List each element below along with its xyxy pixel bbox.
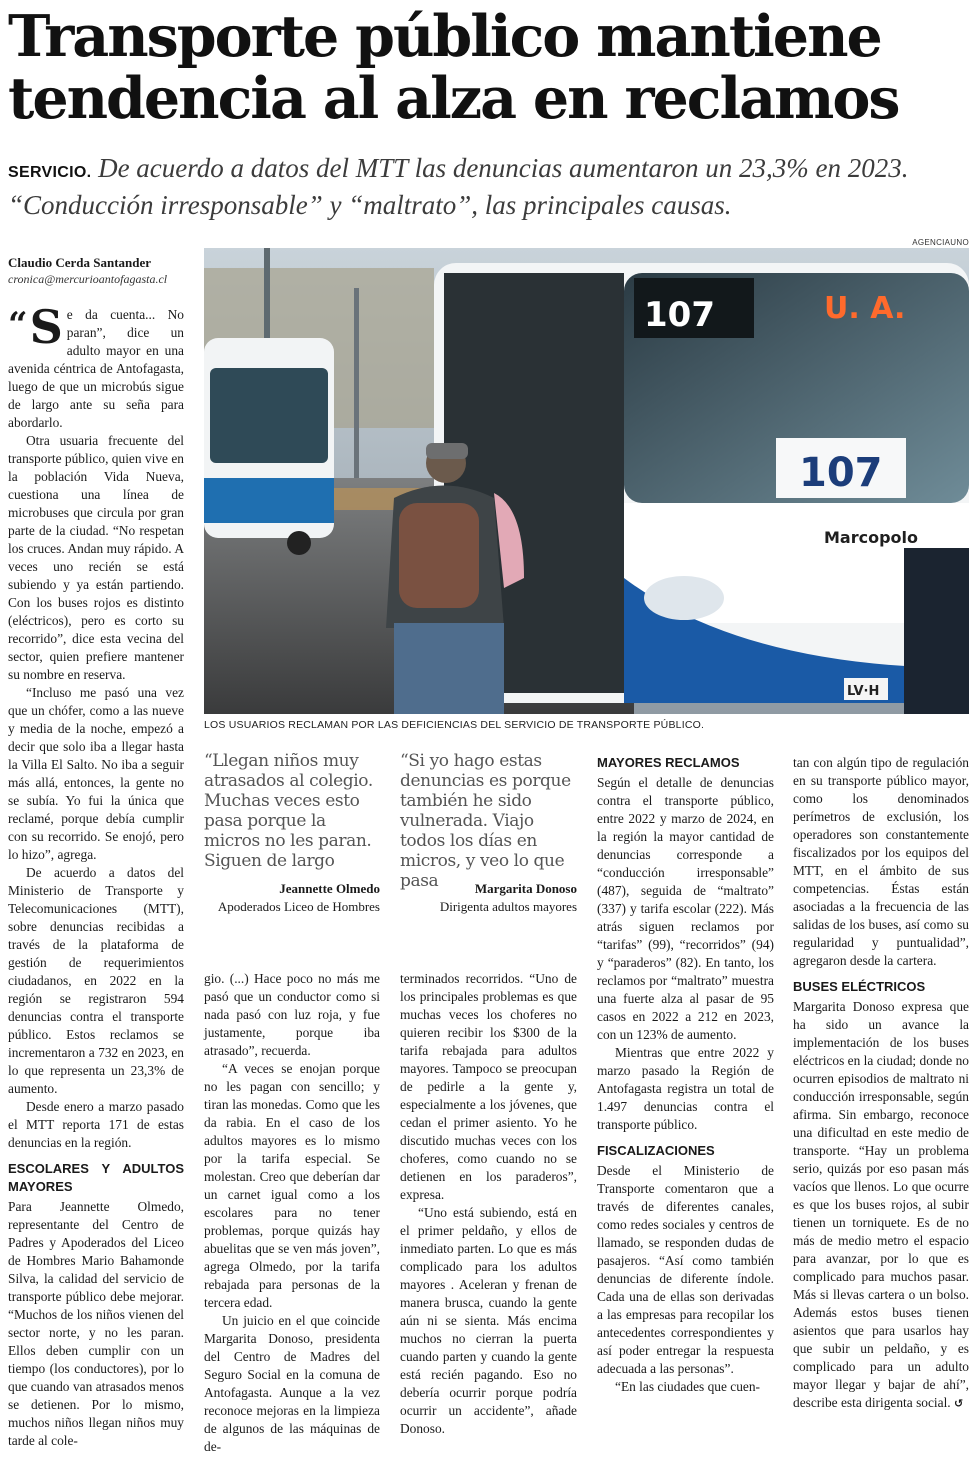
body-paragraph: Desde enero a marzo pasado el MTT reporta 171 de estas denuncias en la región. <box>8 1099 184 1150</box>
pull-quote-2-role: Dirigenta adultos mayores <box>439 899 577 914</box>
bus-brand: Marcopolo <box>824 528 919 547</box>
background-bus <box>204 338 334 555</box>
author-email: cronica@mercurioantofagasta.cl <box>8 272 168 286</box>
pull-quote-1-name: Jeannette Olmedo <box>279 881 380 896</box>
pull-quote-2-attribution <box>400 880 577 916</box>
body-paragraph: “A veces se enojan porque no les pagan con sencillo; y tiran las monedas. Como que les da rabia. En el caso de los adultos mayores es lo mismo por la tarifa especial. Se molestan. Creo que deberían dar un carnet igual como a los escolares para no tener problemas, porque quizás hay abuelitas que se ven más joven”, agrega Olmedo, por la tarifa rebajada para personas de la tercera edad. <box>204 1061 380 1310</box>
pull-quote-2-name: Margarita Donoso <box>474 881 577 896</box>
subhead <box>8 152 968 222</box>
section-heading-mayores-reclamos: MAYORES RECLAMOS <box>597 755 740 770</box>
body-paragraph: Mientras que entre 2022 y marzo pasado la Región de Antofagasta registra un total de 1.497 denuncias contra el transporte público. <box>597 1045 774 1132</box>
section-heading-fiscalizaciones: FISCALIZACIONES <box>597 1143 715 1158</box>
dropcap-letter: S <box>29 300 63 354</box>
body-paragraph: “En las ciudades que cuen- <box>615 1379 761 1394</box>
destination-sign: U. A. <box>824 291 906 326</box>
body-paragraph: Un juicio en el que coincide Margarita Donoso, presidenta del Centro de Madres del Seguro Social en la comuna de Antofagasta. Aunque a la vez reconoce mejoras en la limpieza de algunos de las máquinas de de- <box>204 1313 380 1454</box>
body-paragraph: Según el detalle de denuncias contra el transporte público, entre 2022 y marzo de 2024, en la región la mayor cantidad de denuncias corresponde a “conducción irresponsable” (487), seguida de “maltrato” (337) y tarifa escolar (222). Más atrás siguen reclamos por “tarifas” (99), “recorridos” (94) y “paraderos” (82). En tanto, los reclamos por “maltrato” muestra una fuerte alza al pasar de 95 casos en 2022 a 212 en 2023, con un 123% de aumento. <box>597 775 774 1042</box>
column-5 <box>793 754 969 1413</box>
end-of-article-icon: ↺ <box>954 1397 964 1410</box>
pull-quote-2: “Si yo hago estas denuncias es porque también he sido vulnerada. Viajo todos los días en micros, y veo lo que pasa <box>400 751 571 891</box>
section-heading-escolares: ESCOLARES Y ADULTOS MAYORES <box>8 1161 184 1194</box>
license-plate: LV·H <box>847 684 880 699</box>
body-paragraph: terminados recorridos. “Uno de los principales problemas es que muchas veces los choferes no quieren recibir los $300 de la tarifa rebajada para adultos mayores. Tampoco se preocupan de pedirle a la gente y, especialmente a los jóvenes, que cedan el primer asiento. Yo he discutido muchas veces con los choferes, como cuando no se detienen en los paraderos”, expresa. <box>400 971 577 1202</box>
body-paragraph: “Incluso me pasó una vez que un chófer, como a las nueve y media de la noche, empezó a decir que solo iba a llegar hasta la Villa El Salto. No iba a seguir más allá, entonces, la gente no se subía. Yo fui la única que reclamé, porque debía cumplir con su recorrido. Se enojó, pero lo hizo”, agrega. <box>8 685 184 862</box>
headline-line-1: Transporte público mantiene <box>8 3 881 70</box>
column-2 <box>204 970 380 1456</box>
body-paragraph: Desde el Ministerio de Transporte comentaron que a través de diferentes canales, como redes sociales y centros de llamado, se responden dudas de pasajeros. “Así como también denuncias de diferente índole. Cada una de ellas son derivadas a las empresas para recopilar los antecedentes correspondientes y así poder entregar la respuesta adecuada a las personas”. <box>597 1163 774 1376</box>
body-paragraph: Otra usuaria frecuente del transporte público, quien vive en la población Vida Nueva, cuestiona una línea de microbuses que circula por gran parte de la ciudad. “No respetan los cruces. Andan muy rápido. A veces uno recién se está subiendo y ya están partiendo. Con los buses rojos es distinto (eléctricos), pero es corto su recorrido”, dice esta vecina del sector, quien prefiere mantener su nombre en reserva. <box>8 433 184 682</box>
column-1 <box>8 300 184 1450</box>
bus-photo <box>204 248 969 714</box>
column-4 <box>597 754 774 1396</box>
main-bus <box>434 263 969 714</box>
route-sign-top: 107 <box>644 295 715 335</box>
byline <box>8 254 198 287</box>
body-paragraph: De acuerdo a datos del Ministerio de Transporte y Telecomunicaciones (MTT), sobre denuncias recibidas a través de la plataforma de gestión de requerimientos ciudadanos, en 2022 en la región se registraron 594 denuncias contra el transporte público. Estos reclamos se incrementaron a 732 en 2023, en lo que representa un 23,3% de aumento. <box>8 865 184 1096</box>
body-paragraph: gio. (...) Hace poco no más me pasó que un conductor como si nada pasó con luz roja, y fue justamente, porque iba atrasado”, recuerda. <box>204 971 380 1058</box>
body-paragraph: “Uno está subiendo, está en el primer peldaño, y ellos de inmediato parten. Lo que es más complicado para los adultos mayores . Aceleran y frenan de manera brusca, cuando la gente aún ni se sienta. Más encima muchos no cierran la puerta cuando parten y cuando la gente está recién pagando. Eso no debería ocurrir porque podría ocurrir un accidente”, añade Donoso. <box>400 1205 577 1436</box>
pull-quote-1-attribution <box>204 880 380 916</box>
dropcap-quote-mark: “ <box>8 305 28 345</box>
photo-caption: LOS USUARIOS RECLAMAN POR LAS DEFICIENCIAS DEL SERVICIO DE TRANSPORTE PÚBLICO. <box>204 719 705 731</box>
subhead-kicker: SERVICIO. <box>8 164 92 181</box>
section-heading-buses-electricos: BUSES ELÉCTRICOS <box>793 979 926 994</box>
body-paragraph <box>793 998 969 1413</box>
photo-credit: AGENCIAUNO <box>912 238 969 247</box>
author-name: Claudio Cerda Santander <box>8 255 152 270</box>
headline <box>8 3 968 132</box>
pull-quote-1-role: Apoderados Liceo de Hombres <box>217 899 380 914</box>
body-paragraph: tan con algún tipo de regulación en su transporte público mayor, como los denominados perímetros de exclusión, los operadores son constantemente fiscalizados por los equipos del MTT, en el ámbito de sus competencias. Éstas están asociadas a la frecuencia de las salidas de los buses, así como su regularidad y puntualidad”, agregaron desde la cartera. <box>793 755 969 968</box>
body-paragraph: e da cuenta... No paran”, dice un adulto mayor en una avenida céntrica de Antofagasta, luego de que un microbús sigue de largo ante su seña para abordarlo. <box>8 307 184 430</box>
body-text: Margarita Donoso expresa que ha sido un avance la implementación de los buses eléctricos en la ciudad; donde no ocurren episodios de maltrato ni conducción irresponsable, según afirma. Sin embargo, reconoce una dificultad en este medio de transporte. “Hay un problema serio, quizás por eso pasan más vacíos que llenos. Lo que ocurre es que los buses rojos, al subir tienen un torniquete. Es de no más de medio metro el espacio para avanzar, por lo que es complicado para muchos pasar. Más si llevas cartera o un bolso. Además estos buses tienen asientos que para usarlos hay que subir un peldaño, y es complicado para un adulto mayor llegar y bajar de ahí”, describe esta dirigenta social. <box>793 999 969 1410</box>
headline-line-2: tendencia al alza en reclamos <box>8 65 899 132</box>
body-paragraph: Para Jeannette Olmedo, representante del Centro de Padres y Apoderados del Liceo de Hombres Mario Bahamonde Silva, la calidad del servicio de transporte público debe mejorar. “Muchos de los niños vienen del sector norte, y no les paran. Ellos deben cumplir con un tiempo (los conductores), por lo que cuando van atrasados menos se detienen. Por lo mismo, muchos niños llegan niños muy tarde al cole- <box>8 1199 184 1448</box>
column-3 <box>400 970 577 1438</box>
pull-quote-1: “Llegan niños muy atrasados al colegio. Muchas veces esto pasa porque la micros no les paran. Siguen de largo <box>204 751 373 871</box>
subhead-text: De acuerdo a datos del MTT las denuncias aumentaron un 23,3% en 2023. “Conducción irresponsable” y “maltrato”, las principales causas. <box>8 153 909 220</box>
route-sign-windshield: 107 <box>799 450 883 496</box>
